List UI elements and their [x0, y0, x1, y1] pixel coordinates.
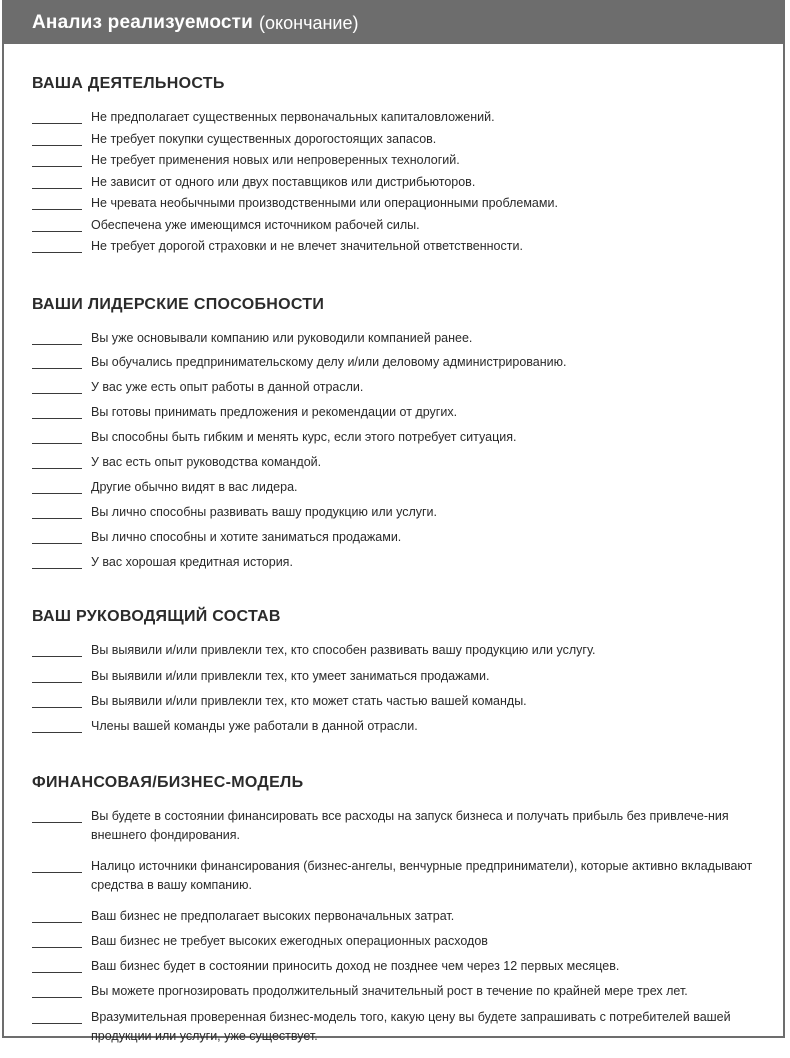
- section-your-leadership: [32, 293, 763, 578]
- answer-blank[interactable]: [32, 194, 82, 210]
- checklist-item: [32, 378, 763, 403]
- section-title: ВАШ РУКОВОДЯЩИЙ СОСТАВ: [32, 608, 281, 626]
- answer-blank[interactable]: [32, 807, 82, 823]
- checklist-item: [32, 453, 763, 478]
- header-subtitle: (окончание): [259, 12, 359, 33]
- checklist-item: [32, 329, 763, 354]
- section-financial-business-model: [32, 771, 763, 1058]
- item-text: Вразумительная проверенная бизнес-модель того, какую цену вы будете запрашивать с потребителей вашей продукции или услуги, уже существует.: [91, 1009, 731, 1043]
- item-text: Вы лично способны развивать вашу продукцию или услуги.: [91, 504, 438, 519]
- checklist-item: [32, 982, 763, 1007]
- worksheet-frame: [2, 0, 785, 1043]
- item-text: Другие обычно видят в вас лидера.: [91, 479, 298, 494]
- answer-blank[interactable]: [32, 216, 82, 232]
- checklist-item: [32, 216, 763, 238]
- answer-blank[interactable]: [32, 667, 82, 683]
- item-text: Не требует применения новых или непроверенных технологий.: [91, 153, 460, 167]
- answer-blank[interactable]: [32, 692, 82, 708]
- checklist-item: [32, 1008, 763, 1058]
- answer-blank[interactable]: [32, 982, 82, 998]
- answer-blank[interactable]: [32, 329, 82, 345]
- item-text: Ваш бизнес будет в состоянии приносить доход не позднее чем через 12 первых месяцев.: [91, 959, 620, 974]
- item-text: Вы способны быть гибким и менять курс, если этого потребует ситуация.: [91, 430, 517, 445]
- answer-blank[interactable]: [32, 403, 82, 419]
- answer-blank[interactable]: [32, 857, 82, 873]
- checklist-item: [32, 667, 763, 692]
- checklist-item: [32, 717, 763, 742]
- checklist-content: [32, 72, 763, 1058]
- checklist-item: [32, 553, 763, 578]
- answer-blank[interactable]: [32, 641, 82, 657]
- item-text: Вы обучались предпринимательскому делу и/или деловому администрированию.: [91, 355, 567, 370]
- answer-blank[interactable]: [32, 528, 82, 544]
- checklist-item: [32, 130, 763, 152]
- item-text: Вы можете прогнозировать продолжительный значительный рост в течение по крайней мере трех лет.: [91, 984, 688, 999]
- checklist-item: [32, 194, 763, 216]
- answer-blank[interactable]: [32, 907, 82, 923]
- answer-blank[interactable]: [32, 353, 82, 369]
- answer-blank[interactable]: [32, 130, 82, 146]
- checklist: [32, 329, 763, 578]
- item-text: У вас хорошая кредитная история.: [91, 554, 293, 569]
- page-header: [4, 2, 783, 44]
- item-text: У вас есть опыт руководства командой.: [91, 454, 322, 469]
- section-title: ВАШИ ЛИДЕРСКИЕ СПОСОБНОСТИ: [32, 295, 325, 313]
- answer-blank[interactable]: [32, 1008, 82, 1024]
- item-text: Вы уже основывали компанию или руководили компанией ранее.: [91, 330, 473, 345]
- section-title: ВАША ДЕЯТЕЛЬНОСТЬ: [32, 75, 225, 92]
- checklist-item: [32, 173, 763, 195]
- checklist-item: [32, 857, 763, 907]
- item-text: Не чревата необычными производственными или операционными проблемами.: [91, 196, 558, 210]
- checklist-item: [32, 108, 763, 130]
- answer-blank[interactable]: [32, 503, 82, 519]
- checklist-item: [32, 503, 763, 528]
- answer-blank[interactable]: [32, 478, 82, 494]
- answer-blank[interactable]: [32, 428, 82, 444]
- checklist-item: [32, 403, 763, 428]
- checklist-item: [32, 428, 763, 453]
- item-text: Не предполагает существенных первоначальных капиталовложений.: [91, 110, 495, 124]
- checklist-item: [32, 151, 763, 173]
- answer-blank[interactable]: [32, 237, 82, 253]
- checklist-item: [32, 237, 763, 259]
- header-title: Анализ реализуемости: [32, 12, 254, 33]
- checklist-item: [32, 528, 763, 553]
- item-text: Вы выявили и/или привлекли тех, кто способен развивать вашу продукцию или услугу.: [91, 643, 596, 658]
- item-text: Вы лично способны и хотите заниматься продажами.: [91, 529, 402, 544]
- checklist-item: [32, 907, 763, 932]
- section-your-business: [32, 72, 763, 259]
- checklist-item: [32, 353, 763, 378]
- section-title: ФИНАНСОВАЯ/БИЗНЕС-МОДЕЛЬ: [32, 773, 304, 791]
- checklist-item: [32, 807, 763, 857]
- answer-blank[interactable]: [32, 932, 82, 948]
- item-text: Вы будете в состоянии финансировать все расходы на запуск бизнеса и получать прибыль без привлече-ния внешнего фондирования.: [91, 808, 729, 842]
- item-text: Не требует дорогой страховки и не влечет значительной ответственности.: [91, 239, 523, 253]
- answer-blank[interactable]: [32, 151, 82, 167]
- item-text: Налицо источники финансирования (бизнес-ангелы, венчурные предприниматели), которые активно вкладывают средства в вашу компанию.: [91, 858, 753, 892]
- answer-blank[interactable]: [32, 453, 82, 469]
- answer-blank[interactable]: [32, 553, 82, 569]
- answer-blank[interactable]: [32, 717, 82, 733]
- answer-blank[interactable]: [32, 173, 82, 189]
- item-text: У вас уже есть опыт работы в данной отрасли.: [91, 380, 364, 395]
- answer-blank[interactable]: [32, 378, 82, 394]
- checklist: [32, 807, 763, 1058]
- item-text: Вы выявили и/или привлекли тех, кто может стать частью вашей команды.: [91, 694, 527, 708]
- checklist-item: [32, 641, 763, 666]
- item-text: Члены вашей команды уже работали в данной отрасли.: [91, 719, 418, 734]
- checklist-item: [32, 692, 763, 717]
- item-text: Не зависит от одного или двух поставщиков или дистрибьюторов.: [91, 174, 476, 189]
- item-text: Не требует покупки существенных дорогостоящих запасов.: [91, 131, 437, 146]
- checklist-item: [32, 932, 763, 957]
- checklist-item: [32, 957, 763, 982]
- answer-blank[interactable]: [32, 957, 82, 973]
- checklist: [32, 641, 763, 742]
- item-text: Ваш бизнес не требует высоких ежегодных операционных расходов: [91, 933, 488, 948]
- section-your-management-team: [32, 605, 763, 742]
- checklist-item: [32, 478, 763, 503]
- checklist: [32, 108, 763, 259]
- item-text: Вы выявили и/или привлекли тех, кто умеет заниматься продажами.: [91, 668, 490, 683]
- item-text: Вы готовы принимать предложения и рекомендации от других.: [91, 405, 458, 420]
- answer-blank[interactable]: [32, 108, 82, 124]
- item-text: Ваш бизнес не предполагает высоких первоначальных затрат.: [91, 908, 455, 923]
- item-text: Обеспечена уже имеющимся источником рабочей силы.: [91, 217, 420, 232]
